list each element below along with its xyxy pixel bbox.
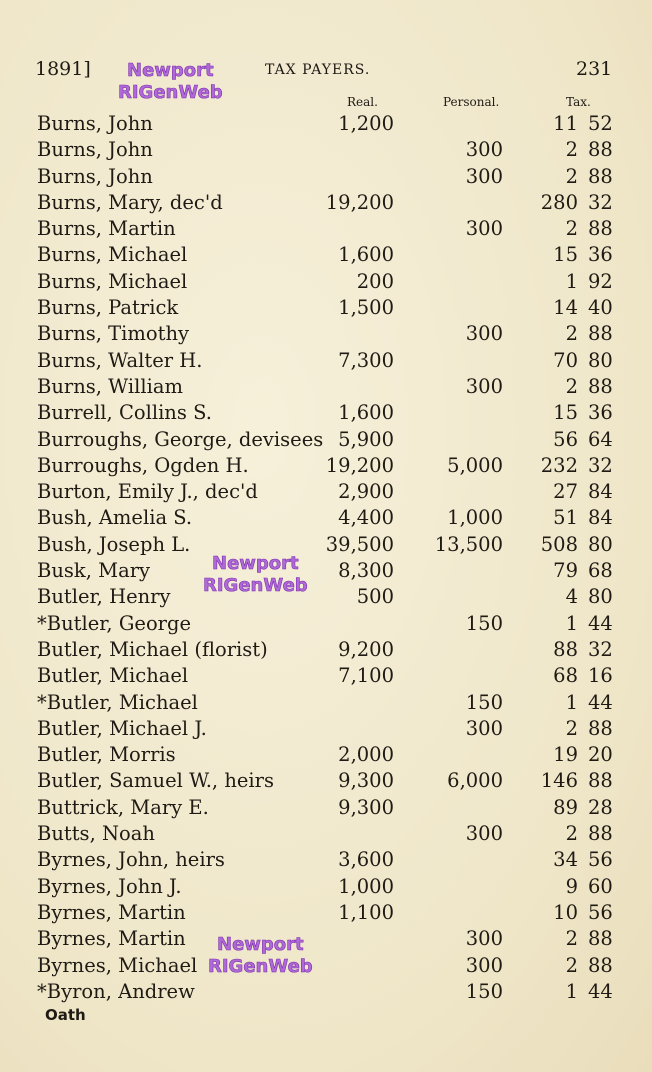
tax-cents: 84 [588, 506, 613, 530]
taxpayer-name: Burns, John [37, 138, 153, 162]
real-estate-value: 1,000 [338, 874, 394, 898]
taxpayer-name: Byrnes, Martin [37, 900, 186, 924]
table-row [0, 348, 652, 374]
real-estate-value: 1,500 [338, 296, 394, 320]
tax-dollars: 2 [565, 716, 578, 740]
personal-estate-value: 300 [465, 217, 503, 241]
column-header-tax: Tax. [566, 95, 591, 109]
personal-estate-value: 300 [465, 138, 503, 162]
tax-dollars: 27 [553, 480, 578, 504]
column-header-personal: Personal. [443, 95, 500, 109]
table-row [0, 795, 652, 821]
taxpayer-name: Burns, Martin [37, 217, 176, 241]
tax-cents: 44 [588, 611, 613, 635]
table-row [0, 768, 652, 794]
tax-cents: 44 [588, 690, 613, 714]
tax-cents: 88 [588, 716, 613, 740]
tax-cents: 56 [588, 900, 613, 924]
tax-cents: 88 [588, 217, 613, 241]
tax-cents: 80 [588, 585, 613, 609]
table-row [0, 821, 652, 847]
tax-cents: 88 [588, 927, 613, 951]
page-year: 1891] [35, 58, 91, 80]
taxpayer-name: *Butler, Michael [37, 690, 198, 714]
real-estate-value: 9,200 [338, 637, 394, 661]
tax-cents: 64 [588, 427, 613, 451]
tax-dollars: 280 [540, 190, 578, 214]
taxpayer-name: Burns, Timothy [37, 322, 190, 346]
column-header-real: Real. [347, 95, 378, 109]
tax-dollars: 508 [540, 532, 578, 556]
real-estate-value: 1,600 [338, 401, 394, 425]
table-row [0, 321, 652, 347]
table-row [0, 216, 652, 242]
real-estate-value: 5,900 [338, 427, 394, 451]
tax-dollars: 15 [553, 401, 578, 425]
taxpayer-name: Butts, Noah [37, 822, 155, 846]
tax-cents: 56 [588, 848, 613, 872]
personal-estate-value: 300 [465, 822, 503, 846]
page-number: 231 [576, 58, 613, 80]
taxpayer-name: Butler, Morris [37, 743, 176, 767]
personal-estate-value: 300 [465, 164, 503, 188]
real-estate-value: 500 [356, 585, 394, 609]
tax-dollars: 2 [565, 217, 578, 241]
personal-estate-value: 300 [465, 927, 503, 951]
real-estate-value: 19,200 [325, 190, 394, 214]
tax-dollars: 1 [565, 979, 578, 1003]
real-estate-value: 8,300 [338, 559, 394, 583]
watermark-line: RIGenWeb [208, 956, 313, 977]
watermark-line: Newport [127, 60, 214, 81]
taxpayer-name: Burns, John [37, 112, 153, 135]
tax-dollars: 51 [553, 506, 578, 530]
taxpayer-name: Burns, John [37, 164, 153, 188]
taxpayer-name: Buttrick, Mary E. [37, 795, 209, 819]
taxpayer-name: Bush, Joseph L. [37, 532, 191, 556]
watermark [203, 553, 308, 597]
table-row [0, 847, 652, 873]
real-estate-value: 1,100 [338, 900, 394, 924]
real-estate-value: 9,300 [338, 769, 394, 793]
table-row [0, 874, 652, 900]
table-row [0, 164, 652, 190]
tax-dollars: 146 [540, 769, 578, 793]
personal-estate-value: 300 [465, 953, 503, 977]
personal-estate-value: 300 [465, 716, 503, 740]
tax-cents: 80 [588, 532, 613, 556]
taxpayer-name: Busk, Mary [37, 559, 151, 583]
watermark-line: Newport [217, 934, 304, 955]
real-estate-value: 39,500 [325, 532, 394, 556]
personal-estate-value: 13,500 [434, 532, 503, 556]
table-row [0, 374, 652, 400]
tax-dollars: 56 [553, 427, 578, 451]
table-row [0, 690, 652, 716]
taxpayer-name: Burroughs, George, devisees [37, 427, 324, 451]
real-estate-value: 1,600 [338, 243, 394, 267]
tax-dollars: 34 [553, 848, 578, 872]
tax-cents: 88 [588, 322, 613, 346]
table-row [0, 400, 652, 426]
tax-cents: 32 [588, 190, 613, 214]
tax-dollars: 68 [553, 664, 578, 688]
tax-cents: 88 [588, 374, 613, 398]
table-row [0, 900, 652, 926]
table-row [0, 295, 652, 321]
taxpayer-name: Burns, Mary, dec'd [37, 190, 223, 214]
taxpayer-name: *Butler, George [37, 611, 192, 635]
real-estate-value: 7,300 [338, 348, 394, 372]
table-row [0, 532, 652, 558]
tax-dollars: 14 [553, 296, 578, 320]
watermark [118, 60, 223, 104]
table-row [0, 479, 652, 505]
tax-cents: 40 [588, 296, 613, 320]
tax-cents: 88 [588, 769, 613, 793]
personal-estate-value: 300 [465, 322, 503, 346]
taxpayer-name: Burrell, Collins S. [37, 401, 212, 425]
tax-payer-list [0, 111, 652, 1005]
watermark-line: RIGenWeb [203, 575, 308, 596]
table-row [0, 505, 652, 531]
tax-cents: 84 [588, 480, 613, 504]
real-estate-value: 19,200 [325, 453, 394, 477]
tax-dollars: 1 [565, 611, 578, 635]
watermark-line: RIGenWeb [118, 82, 223, 103]
tax-cents: 36 [588, 401, 613, 425]
tax-cents: 36 [588, 243, 613, 267]
real-estate-value: 7,100 [338, 664, 394, 688]
tax-dollars: 2 [565, 138, 578, 162]
tax-dollars: 1 [565, 690, 578, 714]
tax-cents: 80 [588, 348, 613, 372]
tax-dollars: 15 [553, 243, 578, 267]
tax-cents: 88 [588, 138, 613, 162]
table-row [0, 663, 652, 689]
tax-dollars: 2 [565, 164, 578, 188]
page-title: TAX PAYERS. [265, 62, 371, 78]
taxpayer-name: Burns, Michael [37, 243, 188, 267]
tax-dollars: 79 [553, 559, 578, 583]
tax-dollars: 88 [553, 637, 578, 661]
table-row [0, 427, 652, 453]
tax-cents: 60 [588, 874, 613, 898]
tax-cents: 88 [588, 953, 613, 977]
personal-estate-value: 150 [465, 690, 503, 714]
personal-estate-value: 1,000 [447, 506, 503, 530]
personal-estate-value: 300 [465, 374, 503, 398]
table-row [0, 926, 652, 952]
real-estate-value: 200 [356, 269, 394, 293]
table-row [0, 242, 652, 268]
real-estate-value: 1,200 [338, 112, 394, 135]
personal-estate-value: 6,000 [447, 769, 503, 793]
tax-cents: 20 [588, 743, 613, 767]
table-row [0, 584, 652, 610]
table-row [0, 190, 652, 216]
tax-cents: 88 [588, 164, 613, 188]
real-estate-value: 9,300 [338, 795, 394, 819]
tax-dollars: 11 [553, 112, 578, 135]
real-estate-value: 2,900 [338, 480, 394, 504]
tax-cents: 92 [588, 269, 613, 293]
table-row [0, 558, 652, 584]
tax-dollars: 19 [553, 743, 578, 767]
tax-dollars: 70 [553, 348, 578, 372]
real-estate-value: 4,400 [338, 506, 394, 530]
tax-cents: 68 [588, 559, 613, 583]
table-row [0, 742, 652, 768]
taxpayer-name: Byrnes, Martin [37, 927, 186, 951]
table-row [0, 611, 652, 637]
taxpayer-name: Bush, Amelia S. [37, 506, 193, 530]
tax-dollars: 2 [565, 953, 578, 977]
table-row [0, 269, 652, 295]
taxpayer-name: Byrnes, John J. [37, 874, 182, 898]
taxpayer-name: Burns, William [37, 374, 183, 398]
taxpayer-name: Butler, Michael (florist) [37, 637, 268, 661]
personal-estate-value: 5,000 [447, 453, 503, 477]
taxpayer-name: Burns, Patrick [37, 296, 179, 320]
tax-dollars: 4 [565, 585, 578, 609]
tax-cents: 28 [588, 795, 613, 819]
taxpayer-name: Butler, Michael [37, 664, 189, 688]
taxpayer-name: Burton, Emily J., dec'd [37, 480, 258, 504]
taxpayer-name: Butler, Samuel W., heirs [37, 769, 274, 793]
tax-cents: 32 [588, 453, 613, 477]
tax-dollars: 10 [553, 900, 578, 924]
tax-cents: 88 [588, 822, 613, 846]
table-row [0, 453, 652, 479]
table-row [0, 111, 652, 137]
real-estate-value: 2,000 [338, 743, 394, 767]
taxpayer-name: Burroughs, Ogden H. [37, 453, 249, 477]
taxpayer-name: Burns, Walter H. [37, 348, 203, 372]
taxpayer-name: *Byron, Andrew [37, 979, 195, 1003]
watermark [208, 934, 313, 978]
taxpayer-name: Byrnes, John, heirs [37, 848, 225, 872]
taxpayer-name: Byrnes, Michael [37, 953, 198, 977]
taxpayer-name: Burns, Michael [37, 269, 188, 293]
personal-estate-value: 150 [465, 979, 503, 1003]
table-row [0, 137, 652, 163]
watermark-line: Newport [212, 553, 299, 574]
table-row [0, 716, 652, 742]
tax-dollars: 2 [565, 322, 578, 346]
taxpayer-name: Butler, Henry [37, 585, 171, 609]
tax-dollars: 2 [565, 374, 578, 398]
tax-dollars: 1 [565, 269, 578, 293]
personal-estate-value: 150 [465, 611, 503, 635]
table-row [0, 979, 652, 1005]
tax-dollars: 9 [565, 874, 578, 898]
tax-cents: 52 [588, 112, 613, 135]
table-row [0, 637, 652, 663]
tax-dollars: 2 [565, 822, 578, 846]
oath-note: Oath [45, 1006, 86, 1024]
tax-dollars: 89 [553, 795, 578, 819]
tax-cents: 44 [588, 979, 613, 1003]
tax-dollars: 2 [565, 927, 578, 951]
taxpayer-name: Butler, Michael J. [37, 716, 207, 740]
real-estate-value: 3,600 [338, 848, 394, 872]
tax-cents: 16 [588, 664, 613, 688]
tax-dollars: 232 [540, 453, 578, 477]
tax-cents: 32 [588, 637, 613, 661]
table-row [0, 953, 652, 979]
